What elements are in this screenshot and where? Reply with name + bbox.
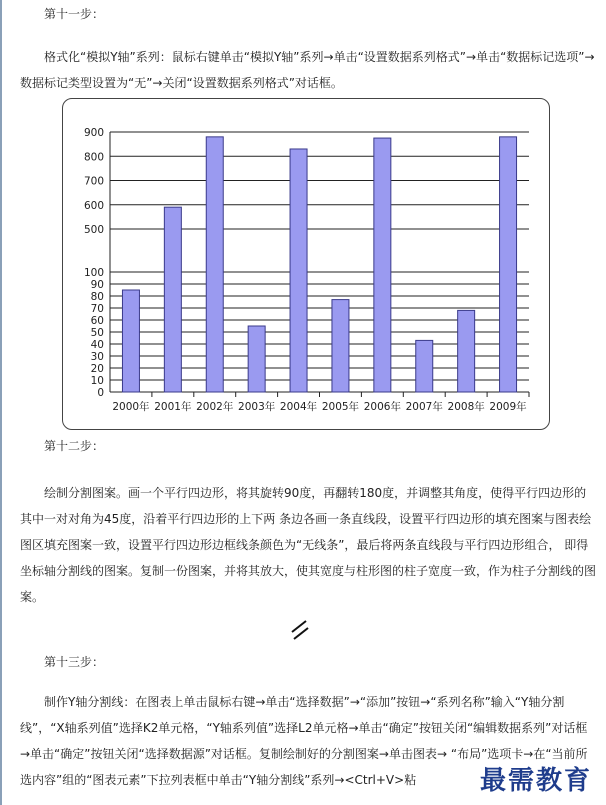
step-13-text: 制作Y轴分割线：在图表上单击鼠标右键→单击“选择数据”→“添加”按钮→“系列名称”输入“Y轴分割线”，“X轴系列值”选择K2单元格，“Y轴系列值”选择L2单元格→单击“确定”按钮关闭“编辑数据系列”对话框→单击“确定”按钮关闭“选择数据源”对话框。复制绘制好的分割图案→单击图表→ “布局”选项卡→在“当前所选内容”组的“图表元素”下拉列表框中单击“Y轴分割线”系列→<Ctrl+V>粘 [20, 695, 588, 787]
step-13-title: 第十三步： [44, 655, 105, 669]
step-11-text: 格式化“模拟Y轴”系列：鼠标右键单击“模拟Y轴”系列→单击“设置数据系列格式”→单击“数据标记选项”→数据标记类型设置为“无”→关闭“设置数据系列格式”对话框。 [20, 50, 595, 90]
y-tick-label: 30 [90, 351, 104, 363]
x-tick-label: 2000年 [112, 401, 150, 413]
x-tick-label: 2006年 [363, 401, 401, 413]
step-11-title: 第十一步： [44, 7, 105, 21]
y-tick-label: 50 [90, 327, 104, 339]
y-tick-label: 20 [90, 363, 104, 375]
bar [416, 340, 433, 392]
bar [290, 149, 307, 392]
step-12-text: 绘制分割图案。画一个平行四边形，将其旋转90度，再翻转180度，并调整其角度，使得平行四边形的其中一对对角为45度，沿着平行四边形的上下两 条边各画一条直线段，设置平行四边形的填充图案与图表绘图区填充图案一致，设置平行四边形边框线条颜色为“无线条”，最后将两条直线段与平行四边形组合， 即得坐标轴分割线的图案。复制一份图案，并将其放大，使其宽度与柱形图的柱子宽度一致，作为柱子分割线的图案。 [20, 486, 597, 604]
y-tick-label: 100 [83, 267, 104, 279]
y-tick-label: 60 [90, 315, 104, 327]
x-tick-label: 2003年 [238, 401, 276, 413]
y-tick-label: 500 [83, 224, 104, 236]
step-12-title: 第十二步： [44, 439, 105, 453]
bar [122, 290, 139, 392]
x-tick-label: 2002年 [196, 401, 234, 413]
y-tick-label: 600 [83, 199, 104, 212]
split-pattern-icon [289, 618, 313, 642]
y-tick-label: 90 [90, 279, 104, 291]
bar [248, 326, 265, 392]
y-tick-label: 40 [90, 339, 104, 351]
x-tick-label: 2005年 [321, 401, 360, 413]
watermark-logo: 最需教育 [480, 766, 593, 796]
x-tick-label: 2004年 [279, 401, 318, 413]
x-tick-label: 2007年 [405, 401, 443, 413]
bar [500, 137, 517, 392]
bar-chart [62, 98, 550, 430]
x-tick-label: 2008年 [447, 401, 485, 413]
bar [164, 207, 181, 392]
y-tick-label: 900 [83, 127, 104, 139]
chart-canvas [63, 99, 551, 431]
y-tick-label: 700 [83, 175, 104, 188]
bar [458, 310, 475, 392]
bar [206, 137, 223, 392]
bar [374, 138, 391, 392]
y-tick-label: 10 [90, 375, 104, 387]
bar [332, 300, 349, 392]
x-tick-label: 2009年 [489, 401, 527, 413]
y-tick-label: 0 [97, 387, 104, 399]
left-edge-line [0, 0, 2, 805]
x-tick-label: 2001年 [154, 401, 192, 413]
y-tick-label: 80 [90, 291, 104, 303]
y-tick-label: 800 [83, 151, 104, 164]
y-tick-label: 70 [90, 303, 104, 315]
